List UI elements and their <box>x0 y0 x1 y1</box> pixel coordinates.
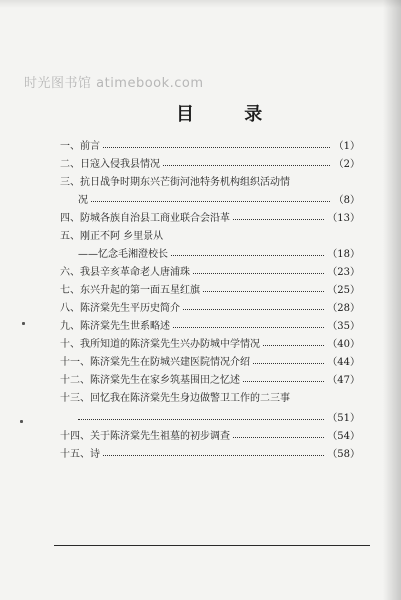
entry-number: 四、 <box>60 213 80 224</box>
entry-title: 陈济棠先生在防城兴建医院情况介绍 <box>90 357 250 368</box>
entry-number: 九、 <box>60 321 80 332</box>
toc-entry-1 <box>60 140 360 154</box>
entry-title: 东兴升起的第一面五星红旗 <box>80 285 200 296</box>
scan-speck <box>22 322 25 325</box>
entry-number: 十一、 <box>60 357 90 368</box>
toc-entry-10 <box>60 338 360 352</box>
toc-entry-11 <box>60 356 360 370</box>
entry-page: （13） <box>327 213 360 224</box>
entry-title: 我所知道的陈济棠先生兴办防城中学情况 <box>80 339 260 350</box>
leader-dots <box>78 419 330 420</box>
entry-number: 十二、 <box>60 375 90 386</box>
entry-number: 五、 <box>60 231 80 242</box>
toc-entry-14 <box>60 430 360 444</box>
entry-page: （25） <box>327 285 360 296</box>
toc-entry-13 <box>60 392 360 406</box>
entry-page: （47） <box>327 375 360 386</box>
toc-entry-8 <box>60 302 360 316</box>
entry-number: 十五、 <box>60 449 90 460</box>
scan-binding-shadow <box>383 0 401 600</box>
entry-page: （23） <box>327 267 360 278</box>
entry-page: （44） <box>327 357 360 368</box>
entry-page: （40） <box>327 339 360 350</box>
toc-entry-2 <box>60 158 360 172</box>
entry-title: 前言 <box>80 141 100 152</box>
entry-number: 一、 <box>60 141 80 152</box>
entry-number: 七、 <box>60 285 80 296</box>
toc-entry-7 <box>60 284 360 298</box>
bottom-rule <box>54 545 370 546</box>
entry-title: 回忆我在陈济棠先生身边做警卫工作的二三事 <box>90 393 290 404</box>
entry-page: （1） <box>333 141 360 152</box>
entry-title: 关于陈济棠先生祖墓的初步调查 <box>90 431 230 442</box>
entry-title: 我县辛亥革命老人唐浦珠 <box>80 267 190 278</box>
leader-dots <box>78 201 330 202</box>
entry-title: 日寇入侵我县情况 <box>80 159 160 170</box>
entry-page: （58） <box>327 449 360 460</box>
toc-entry-15 <box>60 448 360 462</box>
entry-title: 陈济棠先生世系略述 <box>80 321 170 332</box>
entry-title: 诗 <box>90 449 100 460</box>
entry-page: （18） <box>327 249 360 260</box>
entry-page: （28） <box>327 303 360 314</box>
entry-number: 六、 <box>60 267 80 278</box>
page-title: 目 录 <box>176 104 285 125</box>
toc-entry-5 <box>60 230 360 244</box>
entry-number: 十、 <box>60 339 80 350</box>
entry-number: 八、 <box>60 303 80 314</box>
entry-continuation: 况 <box>78 195 88 206</box>
entry-title: 抗日战争时期东兴芒街河池特务机构组织活动情 <box>80 177 290 188</box>
toc-entry-9 <box>60 320 360 334</box>
toc-entry-6 <box>60 266 360 280</box>
entry-number: 十三、 <box>60 393 90 404</box>
toc-entry-3 <box>60 176 360 190</box>
entry-title: 防城各族自治县工商业联合会沿革 <box>80 213 230 224</box>
toc-entry-3-cont <box>60 194 360 208</box>
entry-page: （35） <box>327 321 360 332</box>
entry-page: （54） <box>327 431 360 442</box>
entry-title: 陈济棠先生平历史简介 <box>80 303 180 314</box>
entry-number: 二、 <box>60 159 80 170</box>
entry-number: 三、 <box>60 177 80 188</box>
entry-number: 十四、 <box>60 431 90 442</box>
entry-page: （2） <box>333 159 360 170</box>
toc-entry-13-cont <box>60 412 360 426</box>
entry-page: （8） <box>333 195 360 206</box>
entry-title: 陈济棠先生在家乡筑基围田之忆述 <box>90 375 240 386</box>
scan-speck <box>20 420 23 423</box>
watermark: 时光图书馆 atimebook.com <box>24 76 204 91</box>
toc-entry-5-cont <box>60 248 360 262</box>
toc-entry-4 <box>60 212 360 226</box>
entry-continuation: ——忆念毛湘澄校长 <box>78 249 168 260</box>
entry-page: （51） <box>327 413 360 424</box>
scan-top-edge <box>0 0 401 8</box>
toc-entry-12 <box>60 374 360 388</box>
entry-title: 刚正不阿 乡里景从 <box>80 231 164 242</box>
